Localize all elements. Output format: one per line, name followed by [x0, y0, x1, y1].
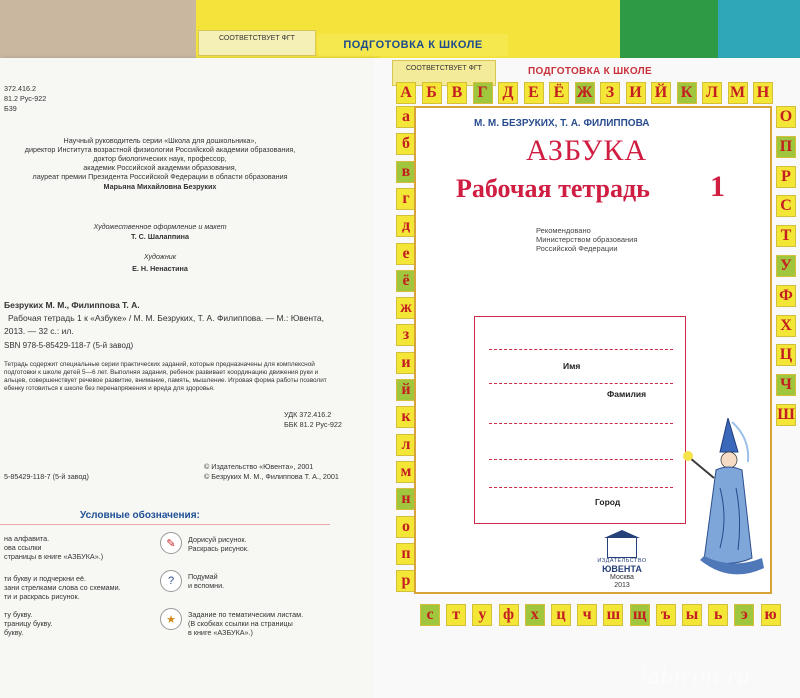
alphabet-letter: Л: [702, 82, 722, 104]
alphabet-letter: З: [600, 82, 620, 104]
isbn-bottom: 5-85429-118-7 (5-й завод): [4, 472, 89, 481]
fgt-tag: СООТВЕТСТВУЕТ ФГТ: [392, 60, 496, 86]
alphabet-letter: у: [472, 604, 492, 626]
alphabet-letter: ы: [682, 604, 702, 626]
alphabet-letter: п: [396, 543, 416, 565]
alphabet-letter: Т: [776, 225, 796, 247]
alphabet-letter: ш: [603, 604, 623, 626]
alphabet-letter: Й: [651, 82, 671, 104]
left-page: [0, 58, 378, 698]
field-label-city: Город: [595, 497, 621, 507]
conventions-title: Условные обозначения:: [80, 510, 200, 521]
alphabet-letter: м: [396, 461, 416, 483]
alphabet-letter: А: [396, 82, 416, 104]
alphabet-letter: Н: [753, 82, 773, 104]
alphabet-letter: н: [396, 488, 416, 510]
legend-right-line: и вспомни.: [188, 581, 225, 590]
blank-line: [489, 349, 673, 350]
legend-left-line: ти и раскрась рисунок.: [4, 592, 80, 601]
legend-left-line: ту букву.: [4, 610, 33, 619]
watermark: labirint.ru: [640, 664, 751, 690]
legend-left-line: страницы в книге «АЗБУКА».): [4, 552, 104, 561]
alphabet-letter: е: [396, 243, 416, 265]
publisher-name: ЮВЕНТА: [602, 564, 642, 574]
isbn: SBN 978-5-85429-118-7 (5-й завод): [4, 341, 134, 350]
alphabet-letter: и: [396, 352, 416, 374]
name-form: [474, 316, 686, 524]
credit-line: директор Института возрастной физиологии Российской академии образования,: [24, 145, 296, 154]
alphabet-letter: ж: [396, 297, 416, 319]
publisher-year: 2013: [614, 582, 630, 589]
alphabet-letter: ю: [761, 604, 781, 626]
annotation-line: ебенку готовиться к школе без перенапряжения и вреда для здоровья.: [4, 385, 215, 392]
blank-line: [489, 423, 673, 424]
volume-number: 1: [710, 170, 725, 203]
bib-author: Безруких М. М., Филиппова Т. А.: [4, 300, 140, 310]
credit-line: Научный руководитель серии «Школа для дошкольника»,: [63, 136, 257, 145]
publisher-logo: [592, 530, 652, 590]
legend-right-line: Дорисуй рисунок.: [188, 535, 247, 544]
alphabet-letter: щ: [630, 604, 650, 626]
blank-line: [489, 383, 673, 384]
alphabet-letter: Д: [498, 82, 518, 104]
alphabet-letter: К: [677, 82, 697, 104]
alphabet-letter: х: [525, 604, 545, 626]
back-fgt-tag: СООТВЕТСТВУЕТ ФГТ: [198, 30, 316, 56]
design-label: Художественное оформление и макет: [93, 222, 227, 231]
recommendation-line: Российской Федерации: [536, 244, 618, 253]
alphabet-letter: С: [776, 195, 796, 217]
credit-name: Марьяна Михайловна Безруких: [103, 182, 217, 191]
alphabet-letter: Ш: [776, 404, 796, 426]
building-roof-icon: [604, 530, 640, 538]
alphabet-letter: Ц: [776, 344, 796, 366]
alphabet-letter: П: [776, 136, 796, 158]
recommendation-line: Рекомендовано: [536, 226, 591, 235]
book-title: АЗБУКА: [526, 134, 648, 167]
legend-right-line: Задание по тематическим листам.: [188, 610, 304, 619]
blank-line: [489, 487, 673, 488]
alphabet-letter: Г: [473, 82, 493, 104]
draw-icon: ✎: [160, 532, 182, 554]
alphabet-letter: б: [396, 133, 416, 155]
alphabet-letter: М: [728, 82, 748, 104]
theme-sheet-icon: ★: [160, 608, 182, 630]
bib-year: 2013. — 32 с.: ил.: [4, 326, 74, 336]
alphabet-letter: ц: [551, 604, 571, 626]
legend-left-line: на алфавита.: [4, 534, 50, 543]
back-series-label: ПОДГОТОВКА К ШКОЛЕ: [318, 34, 508, 56]
building-icon: [607, 538, 637, 558]
alphabet-letter: р: [396, 570, 416, 592]
publisher-city: Москва: [610, 574, 634, 581]
artist-name: Е. Н. Ненастина: [132, 264, 188, 273]
legend-right-line: Раскрась рисунок.: [188, 544, 249, 553]
legend-left-line: траницу букву.: [4, 619, 53, 628]
series-label: ПОДГОТОВКА К ШКОЛЕ: [528, 66, 652, 77]
alphabet-letter: Ф: [776, 285, 796, 307]
udk: УДК 372.416.2: [284, 410, 332, 419]
legend-right-line: в книге «АЗБУКА».): [188, 628, 253, 637]
alphabet-letter: Р: [776, 166, 796, 188]
alphabet-letter: Б: [422, 82, 442, 104]
alphabet-letter: ъ: [656, 604, 676, 626]
alphabet-letter: с: [420, 604, 440, 626]
alphabet-letter: О: [776, 106, 796, 128]
alphabet-letter: Ё: [549, 82, 569, 104]
credit-line: лауреат премии Президента Российской Федерации в области образования: [32, 172, 288, 181]
bbk: ББК 81.2 Рус-922: [284, 420, 342, 429]
alphabet-letter: д: [396, 215, 416, 237]
conventions-divider: [0, 524, 330, 525]
field-label-surname: Фамилия: [607, 389, 647, 399]
alphabet-letter: э: [734, 604, 754, 626]
legend-left-line: зани стрелками слова со схемами.: [4, 583, 121, 592]
annotation-line: альцев, совершенствует речевое развитие, внимание, память, мышление. Игровая форма работы позволит: [4, 377, 327, 384]
copyright-line: © Издательство «Ювента», 2001: [204, 462, 314, 471]
blank-line: [489, 459, 673, 460]
book-subtitle: Рабочая тетрадь: [456, 174, 650, 203]
alphabet-letter: к: [396, 406, 416, 428]
recommendation-line: Министерством образования: [536, 235, 638, 244]
annotation-line: Тетрадь содержит специальные серии практических заданий, которые предназначены для комплексной: [4, 361, 315, 368]
alphabet-letter: л: [396, 434, 416, 456]
credit-line: доктор биологических наук, профессор,: [93, 154, 227, 163]
legend-right-line: Подумай: [188, 572, 218, 581]
legend-right-line: (В скобках ссылки на страницы: [188, 619, 293, 628]
legend-left-line: ова ссылки: [4, 543, 42, 552]
alphabet-letter: ь: [708, 604, 728, 626]
alphabet-letter: з: [396, 324, 416, 346]
alphabet-letter: И: [626, 82, 646, 104]
alphabet-letter: ф: [499, 604, 519, 626]
bib-title: Рабочая тетрадь 1 к «Азбуке» / М. М. Безруких, Т. А. Филиппова. — М.: Ювента,: [8, 313, 325, 323]
authors: М. М. БЕЗРУКИХ, Т. А. ФИЛИППОВА: [474, 118, 650, 129]
classification-udk: 372.416.2: [4, 84, 36, 93]
alphabet-letter: а: [396, 106, 416, 128]
design-name: Т. С. Шалаппина: [131, 232, 189, 241]
publisher-small-label: ИЗДАТЕЛЬСТВО: [597, 558, 647, 564]
wizard-illustration: [680, 418, 770, 590]
legend-left-line: букву.: [4, 628, 24, 637]
copyright-line: © Безруких М. М., Филиппова Т. А., 2001: [204, 472, 339, 481]
alphabet-letter: г: [396, 188, 416, 210]
alphabet-letter: й: [396, 379, 416, 401]
recommendation: [536, 226, 637, 253]
alphabet-letter: ё: [396, 270, 416, 292]
alphabet-letter: в: [396, 161, 416, 183]
think-icon: ?: [160, 570, 182, 592]
alphabet-letter: Е: [524, 82, 544, 104]
field-label-name: Имя: [563, 361, 581, 371]
artist-label: Художник: [143, 252, 177, 261]
alphabet-letter: т: [446, 604, 466, 626]
legend-left-line: ти букву и подчеркни её.: [4, 574, 87, 583]
alphabet-letter: ч: [577, 604, 597, 626]
alphabet-letter: Х: [776, 315, 796, 337]
classification-bbk: 81.2 Рус-922: [4, 94, 47, 103]
alphabet-letter: У: [776, 255, 796, 277]
alphabet-letter: В: [447, 82, 467, 104]
alphabet-letter: Ч: [776, 374, 796, 396]
annotation-line: подготовки к школе детей 5—6 лет. Выполняя задания, ребенок развивает координацию движения руки и: [4, 369, 319, 376]
alphabet-letter: Ж: [575, 82, 595, 104]
alphabet-letter: о: [396, 516, 416, 538]
classification-code: Б39: [4, 104, 17, 113]
credit-line: академик Российской академии образования,: [83, 163, 237, 172]
